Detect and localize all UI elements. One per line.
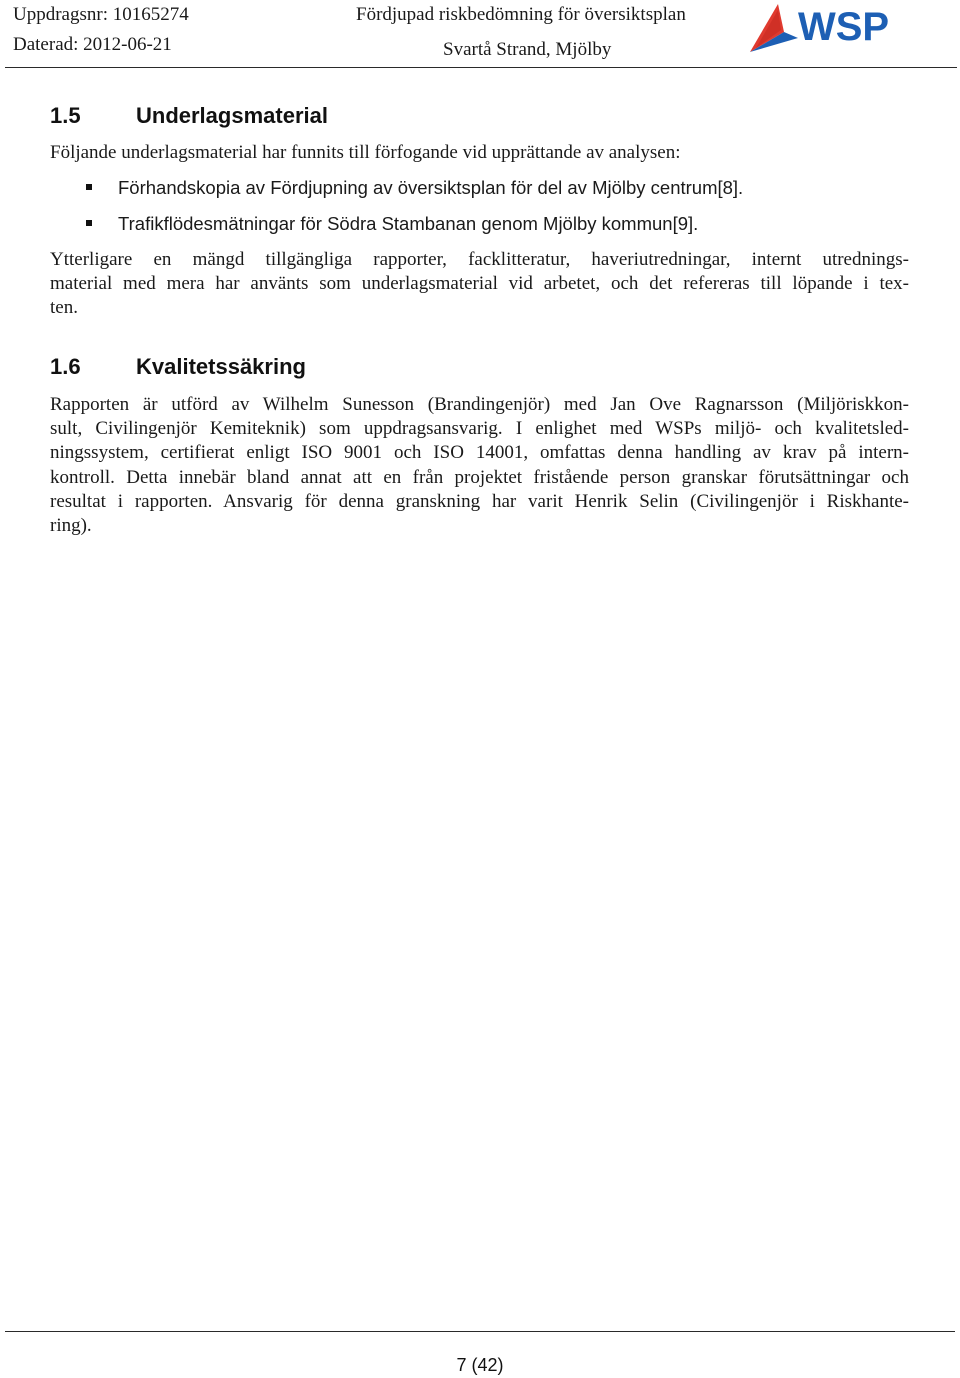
paragraph-line: Följande underlagsmaterial har funnits till förfogande vid upprättande av analysen: [50,142,681,163]
paragraph-line: material med mera har använts som underlagsmaterial vid arbetet, och det refereras till löpande i tex- [50,273,909,295]
section-title: Underlagsmaterial [136,103,328,128]
bullet-text: Förhandskopia av Fördjupning av översiktsplan för del av Mjölby centrum[8]. [118,177,744,198]
paragraph-line: sult, Civilingenjör Kemiteknik) som uppdragsansvarig. I enlighet med WSPs miljö- och kvalitetsled- [50,418,909,440]
paragraph-line: ningssystem, certifierat enligt ISO 9001 och ISO 14001, omfattas denna handling av krav på intern- [50,442,909,464]
page-number: 7 (42) [456,1355,504,1375]
paragraph-line: Ytterligare en mängd tillgängliga rapporter, facklitteratur, haveriutredningar, internt utrednings- [50,249,909,270]
wsp-logo [748,2,913,54]
logo-wordmark: WSP [798,5,890,49]
section-number: 1.5 [50,103,81,128]
bullet-square-icon [86,184,92,190]
header-divider [5,67,957,68]
document-date: Daterad: 2012-06-21 [13,34,172,55]
paragraph-line: Rapporten är utförd av Wilhelm Sunesson (Brandingenjör) med Jan Ove Ragnarsson (Miljöriskkon- [50,394,909,415]
section-number: 1.6 [50,354,81,379]
paragraph-line: kontroll. Detta innebär bland annat att en från projektet fristående person granskar förutsättningar och [50,466,909,488]
section-title: Kvalitetssäkring [136,354,306,379]
paragraph-line: ten. [50,297,78,319]
bullet-square-icon [86,220,92,226]
footer-divider [5,1331,955,1332]
document-subtitle: Svartå Strand, Mjölby [443,39,612,60]
intro-paragraph [50,141,909,165]
references-paragraph [50,248,909,321]
bullet-text: Trafikflödesmätningar för Södra Stambanan genom Mjölby kommun[9]. [118,213,699,234]
section-heading-kvalitetssakring [50,356,306,378]
section-heading-underlagsmaterial [50,105,328,127]
quality-paragraph [50,393,909,538]
assignment-number: Uppdragsnr: 10165274 [13,4,189,25]
paragraph-line: ring). [50,514,92,536]
document-title: Fördjupad riskbedömning för översiktsplan [356,4,686,25]
paragraph-line: resultat i rapporten. Ansvarig för denna granskning har varit Henrik Selin (Civilingenjör i Riskhante- [50,490,909,512]
